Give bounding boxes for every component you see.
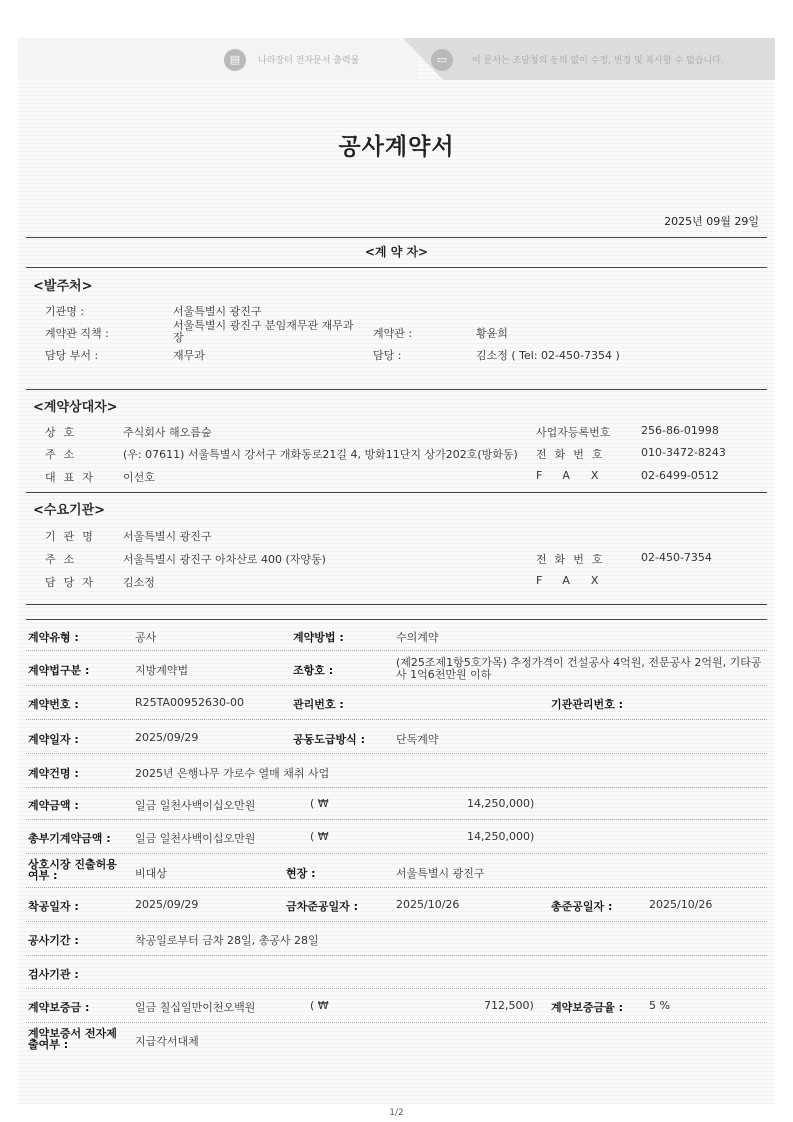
client-org-label: 기관명 : — [45, 305, 85, 318]
law-label: 계약법구분 : — [28, 664, 90, 677]
banner — [18, 38, 775, 80]
row-divider — [26, 988, 767, 989]
partial-date: 2025/10/26 — [396, 898, 460, 911]
contract-law: 지방계약법 — [135, 664, 189, 677]
document-date: 2025년 09월 29일 — [664, 215, 759, 228]
date-label: 계약일자 : — [28, 733, 79, 746]
counterparty-tel-label: 전화번호 — [536, 448, 611, 461]
officer-title: 서울특별시 광진구 분임재무관 재무과장 — [173, 319, 354, 344]
method-label: 계약방법 : — [293, 631, 344, 644]
demand-addr: 서울특별시 광진구 아차산로 400 (자양동) — [123, 553, 326, 566]
page-title: 공사계약서 — [338, 134, 455, 160]
demand-tel: 02-450-7354 — [641, 551, 712, 564]
divider — [26, 389, 767, 390]
e-submit-label: 계약보증서 전자제출여부 : — [28, 1027, 117, 1051]
contract-method: 수의계약 — [396, 631, 439, 644]
demand-manager: 김소정 — [123, 576, 155, 589]
e-submit: 지급각서대체 — [135, 1035, 199, 1048]
contractor-heading: <계 약 자> — [364, 245, 429, 259]
counterparty-fax: 02-6499-0512 — [641, 469, 719, 482]
divider — [26, 237, 767, 238]
total-open: ( ₩ — [310, 830, 329, 843]
banner-right-text: 이 문서는 조달청의 동의 없이 수정, 변경 및 복사할 수 없습니다. — [472, 56, 724, 66]
deposit-open: ( ₩ — [310, 999, 329, 1012]
divider — [26, 267, 767, 268]
amount-number: 14,250,000) — [467, 797, 535, 810]
type-label: 계약유형 : — [28, 631, 79, 644]
joint-method: 단독계약 — [396, 733, 439, 746]
manager-label: 담당 : — [373, 349, 402, 362]
officer-label: 계약관 : — [373, 327, 413, 340]
rate-label: 계약보증금율 : — [551, 1001, 623, 1014]
contract-type: 공사 — [135, 631, 157, 644]
row-divider — [26, 787, 767, 788]
demand-fax-label: FAX — [536, 574, 620, 587]
document-icon: ▤ — [224, 49, 246, 71]
demand-org: 서울특별시 광진구 — [123, 530, 212, 543]
ceo: 이선호 — [123, 471, 155, 484]
divider — [26, 619, 767, 620]
counterparty-addr-label: 주소 — [45, 448, 83, 461]
row-divider — [26, 719, 767, 720]
period: 착공일로부터 금차 28일, 총공사 28일 — [135, 934, 319, 947]
counterparty-name-label: 상호 — [45, 426, 83, 439]
contract-clause: (제25조제1항5호가목) 추정가격이 건설공사 4억원, 전문공사 2억원, 기타공사 1억6천만원 이하 — [396, 656, 762, 681]
total-label: 총부기계약금액 : — [28, 832, 111, 845]
counterparty-tel: 010-3472-8243 — [641, 446, 726, 459]
manager: 김소정 ( Tel: 02-450-7354 ) — [476, 349, 620, 362]
divider — [26, 604, 767, 605]
row-divider — [26, 685, 767, 686]
joint-label: 공동도급방식 : — [293, 733, 365, 746]
row-divider — [26, 650, 767, 651]
partial-label: 금차준공일자 : — [286, 900, 358, 913]
row-divider — [26, 853, 767, 854]
agency-mgmt-label: 기관관리번호 : — [551, 698, 623, 711]
ceo-label: 대표자 — [45, 471, 101, 484]
demand-heading: <수요기관> — [33, 503, 106, 518]
clause-label: 조항호 : — [293, 664, 334, 677]
contract-no: R25TA00952630-00 — [135, 696, 244, 709]
officer: 황윤희 — [476, 327, 508, 340]
row-divider — [26, 819, 767, 820]
deposit-rate: 5 % — [649, 999, 670, 1012]
bizno: 256-86-01998 — [641, 424, 719, 437]
deposit-number: 712,500) — [484, 999, 534, 1012]
row-divider — [26, 921, 767, 922]
document-page — [18, 38, 775, 1118]
demand-tel-label: 전화번호 — [536, 553, 611, 566]
total-words: 일금 일천사백이십오만원 — [135, 832, 256, 845]
bizno-label: 사업자등록번호 — [536, 426, 611, 439]
name-label: 계약건명 : — [28, 767, 79, 780]
period-label: 공사기간 : — [28, 934, 79, 947]
site-label: 현장 : — [286, 867, 316, 880]
officer-title-label: 계약관 직책 : — [45, 327, 109, 340]
demand-manager-label: 담당자 — [45, 576, 101, 589]
counterparty-name: 주식회사 해오름숲 — [123, 426, 212, 439]
client-heading: <발주처> — [33, 279, 93, 294]
counterparty-fax-label: FAX — [536, 469, 620, 482]
row-divider — [26, 1022, 767, 1023]
demand-addr-label: 주소 — [45, 553, 83, 566]
final-label: 총준공일자 : — [551, 900, 613, 913]
client-org: 서울특별시 광진구 — [173, 305, 262, 318]
demand-org-label: 기관명 — [45, 530, 101, 543]
divider — [26, 492, 767, 493]
dept-label: 담당 부서 : — [45, 349, 99, 362]
inspect-label: 검사기관 : — [28, 968, 79, 981]
counterparty-addr: (우: 07611) 서울특별시 강서구 개화동로21길 4, 방화11단지 상가202호(방화동) — [123, 448, 518, 461]
dept: 재무과 — [173, 349, 205, 362]
page-number: 1/2 — [389, 1108, 404, 1118]
amount-label: 계약금액 : — [28, 799, 79, 812]
deposit-label: 계약보증금 : — [28, 1001, 90, 1014]
site: 서울특별시 광진구 — [396, 867, 485, 880]
amount-words: 일금 일천사백이십오만원 — [135, 799, 256, 812]
market-access: 비대상 — [135, 867, 167, 880]
contract-date: 2025/09/29 — [135, 731, 199, 744]
deposit-words: 일금 칠십일만이천오백원 — [135, 1001, 256, 1014]
no-label: 계약번호 : — [28, 698, 79, 711]
market-label: 상호시장 진출허용 여부 : — [28, 858, 117, 882]
printer-icon: ▭ — [431, 49, 453, 71]
amount-open: ( ₩ — [310, 797, 329, 810]
total-number: 14,250,000) — [467, 830, 535, 843]
row-divider — [26, 955, 767, 956]
row-divider — [26, 753, 767, 754]
start-label: 착공일자 : — [28, 900, 79, 913]
contract-name: 2025년 은행나무 가로수 열매 채취 사업 — [135, 767, 330, 780]
mgmt-label: 관리번호 : — [293, 698, 344, 711]
counterparty-heading: <계약상대자> — [33, 400, 118, 415]
banner-left-text: 나라장터 전자문서 출력물 — [258, 56, 360, 66]
final-date: 2025/10/26 — [649, 898, 713, 911]
row-divider — [26, 887, 767, 888]
start-date: 2025/09/29 — [135, 898, 199, 911]
